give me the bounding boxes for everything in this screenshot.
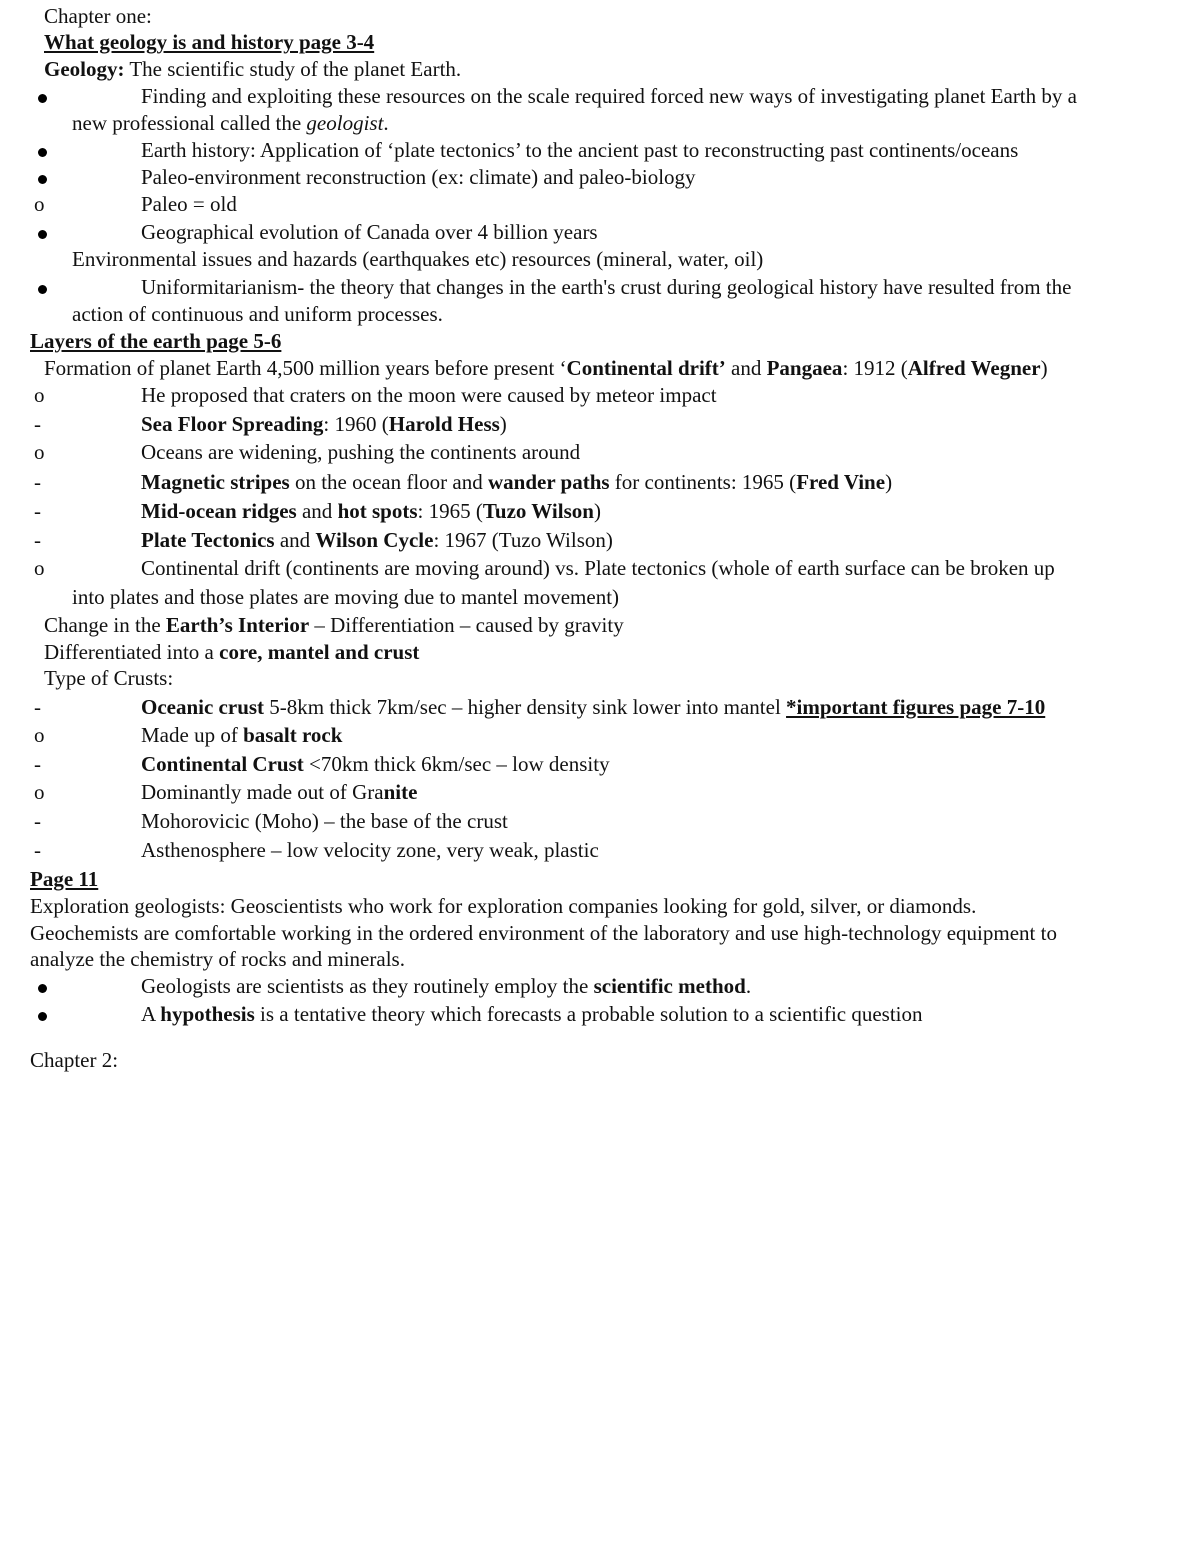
text-run: Plate Tectonics (141, 528, 275, 552)
text-run: . (383, 111, 389, 135)
text-run: basalt rock (243, 723, 343, 747)
bullet-icon (34, 164, 58, 190)
text-line (30, 328, 281, 354)
text-line (141, 837, 599, 863)
text-line (30, 920, 1057, 946)
text-line (141, 779, 417, 805)
text-run: is a tentative theory which forecasts a probable solution to a scientific question (254, 1002, 923, 1026)
text-line (44, 665, 173, 691)
bullet-icon (34, 274, 58, 300)
dash-marker: - (34, 752, 41, 776)
text-line (141, 137, 1018, 163)
bullet-dot-icon (38, 148, 47, 157)
text-run: Type of Crusts: (44, 666, 174, 690)
text-run: Fred Vine (796, 470, 886, 494)
bullet-icon (34, 1001, 58, 1027)
bullet-icon (34, 973, 58, 999)
text-run: Layers of the earth page 5-6 (30, 329, 282, 353)
sub-bullet-marker: o (34, 556, 45, 580)
text-line (30, 1047, 118, 1073)
text-run: What geology is and history page 3-4 (44, 30, 375, 54)
text-run: Paleo-environment reconstruction (ex: climate) and paleo-biology (141, 165, 696, 189)
text-line (141, 219, 598, 245)
text-run: analyze the chemistry of rocks and minerals. (30, 947, 405, 971)
text-line (30, 893, 976, 919)
text-line (141, 411, 507, 437)
bullet-icon (34, 137, 58, 163)
text-run: Asthenosphere – low velocity zone, very weak, plastic (141, 838, 599, 862)
text-run: Differentiated into a (44, 640, 220, 664)
text-run: Magnetic stripes (141, 470, 290, 494)
dash-marker: - (34, 412, 41, 436)
sub-bullet-marker: o (34, 192, 45, 216)
text-run: ) (885, 470, 893, 494)
dash-marker: - (34, 499, 41, 523)
text-run: and (274, 528, 316, 552)
text-run: : 1965 ( (417, 499, 483, 523)
text-line (44, 639, 419, 665)
text-line (141, 973, 751, 999)
text-line (141, 1001, 923, 1027)
text-run: and (296, 499, 338, 523)
bullet-dot-icon (38, 285, 47, 294)
bullet-dot-icon (38, 175, 47, 184)
text-run: : 1912 ( (842, 356, 908, 380)
text-run: Change in the (44, 613, 166, 637)
dash-marker: - (34, 528, 41, 552)
text-run: Chapter one: (44, 4, 152, 28)
text-run: Dominantly made out of Gra (141, 780, 384, 804)
text-run: Continental drift (continents are moving around) vs. Plate tectonics (whole of earth surface can be broken up (141, 556, 1055, 580)
text-run: Harold Hess (388, 412, 500, 436)
text-line (141, 274, 1071, 300)
text-run: Earth history: Application of ‘plate tectonics’ to the ancient past to reconstructing past continents/oceans (141, 138, 1019, 162)
text-run: 5-8km thick 7km/sec – higher density sink lower into mantel (264, 695, 787, 719)
text-line (141, 527, 613, 553)
text-run: Alfred Wegner (907, 356, 1041, 380)
dash-marker: - (34, 809, 41, 833)
text-run: Geologists are scientists as they routinely employ the (141, 974, 594, 998)
text-run: – Differentiation – caused by gravity (309, 613, 624, 637)
text-run: : 1967 (Tuzo Wilson) (433, 528, 613, 552)
text-run: He proposed that craters on the moon were caused by meteor impact (141, 383, 717, 407)
text-run: Oceanic crust (141, 695, 265, 719)
text-run: Geology: (44, 57, 125, 81)
text-line (141, 498, 601, 524)
text-line (141, 808, 508, 834)
text-line (141, 164, 696, 190)
text-run: for continents: 1965 ( (609, 470, 797, 494)
sub-bullet-marker: o (34, 440, 45, 464)
bullet-dot-icon (38, 984, 47, 993)
text-run: Tuzo Wilson (482, 499, 594, 523)
text-run: Paleo = old (141, 192, 237, 216)
sub-bullet-marker: o (34, 723, 45, 747)
text-line (44, 29, 374, 55)
text-run: action of continuous and uniform processes. (72, 302, 443, 326)
text-line (44, 612, 624, 638)
text-run: Geographical evolution of Canada over 4 billion years (141, 220, 598, 244)
text-run: Formation of planet Earth 4,500 million years before present ‘ (44, 356, 567, 380)
text-run: Page 11 (30, 867, 99, 891)
text-line (141, 439, 580, 465)
text-line (30, 946, 405, 972)
text-line (141, 751, 610, 777)
text-run: new professional called the (72, 111, 307, 135)
text-run: The scientific study of the planet Earth. (124, 57, 462, 81)
text-line (72, 246, 763, 272)
text-line (141, 469, 892, 495)
text-run: Continental Crust (141, 752, 304, 776)
text-run: A (141, 1002, 161, 1026)
text-line (141, 722, 342, 748)
text-line (72, 110, 389, 136)
text-line (141, 191, 237, 217)
text-run: Earth’s Interior (165, 613, 310, 637)
text-run: core, mantel and crust (219, 640, 420, 664)
text-run: hot spots (337, 499, 418, 523)
text-run: Uniformitarianism- the theory that changes in the earth's crust during geological history have resulted from the (141, 275, 1072, 299)
text-run: hypothesis (160, 1002, 255, 1026)
text-run: Chapter 2: (30, 1048, 119, 1072)
bullet-dot-icon (38, 94, 47, 103)
text-run: nite (383, 780, 418, 804)
text-line (141, 694, 1045, 720)
text-run: on the ocean floor and (289, 470, 488, 494)
dash-marker: - (34, 838, 41, 862)
text-run: Pangaea (766, 356, 843, 380)
sub-bullet-marker: o (34, 383, 45, 407)
bullet-icon (34, 219, 58, 245)
text-run: Environmental issues and hazards (earthquakes etc) resources (mineral, water, oil) (72, 247, 764, 271)
text-line (44, 56, 461, 82)
text-line (141, 555, 1055, 581)
text-run: ) (499, 412, 507, 436)
text-run: Sea Floor Spreading (141, 412, 324, 436)
text-run: Mohorovicic (Moho) – the base of the crust (141, 809, 508, 833)
text-line (141, 83, 1077, 109)
text-line (72, 584, 619, 610)
text-line (72, 301, 443, 327)
text-line (141, 382, 717, 408)
text-line (30, 866, 98, 892)
text-run: Finding and exploiting these resources on the scale required forced new ways of investigating planet Earth by a (141, 84, 1077, 108)
text-line (44, 3, 152, 29)
text-run: ) (593, 499, 601, 523)
text-run: . (745, 974, 752, 998)
text-run: Geochemists are comfortable working in the ordered environment of the laboratory and use high-technology equipment to (30, 921, 1057, 945)
text-run: and (725, 356, 767, 380)
text-line (44, 355, 1048, 381)
bullet-icon (34, 83, 58, 109)
text-run: into plates and those plates are moving due to mantel movement) (72, 585, 620, 609)
text-run: Mid-ocean ridges (141, 499, 297, 523)
text-run: scientific method (593, 974, 746, 998)
dash-marker: - (34, 470, 41, 494)
text-run: Oceans are widening, pushing the continents around (141, 440, 581, 464)
text-run: Continental drift’ (566, 356, 726, 380)
text-run: <70km thick 6km/sec – low density (303, 752, 610, 776)
sub-bullet-marker: o (34, 780, 45, 804)
text-run: *important figures page 7-10 (786, 695, 1046, 719)
text-run: ) (1040, 356, 1048, 380)
text-run: geologist (306, 111, 384, 135)
text-run: Exploration geologists: Geoscientists who work for exploration companies looking for gold, silver, or diamonds. (30, 894, 977, 918)
bullet-dot-icon (38, 1012, 47, 1021)
bullet-dot-icon (38, 230, 47, 239)
text-run: Wilson Cycle (315, 528, 434, 552)
dash-marker: - (34, 695, 41, 719)
text-run: : 1960 ( (323, 412, 389, 436)
text-run: wander paths (487, 470, 610, 494)
text-run: Made up of (141, 723, 244, 747)
